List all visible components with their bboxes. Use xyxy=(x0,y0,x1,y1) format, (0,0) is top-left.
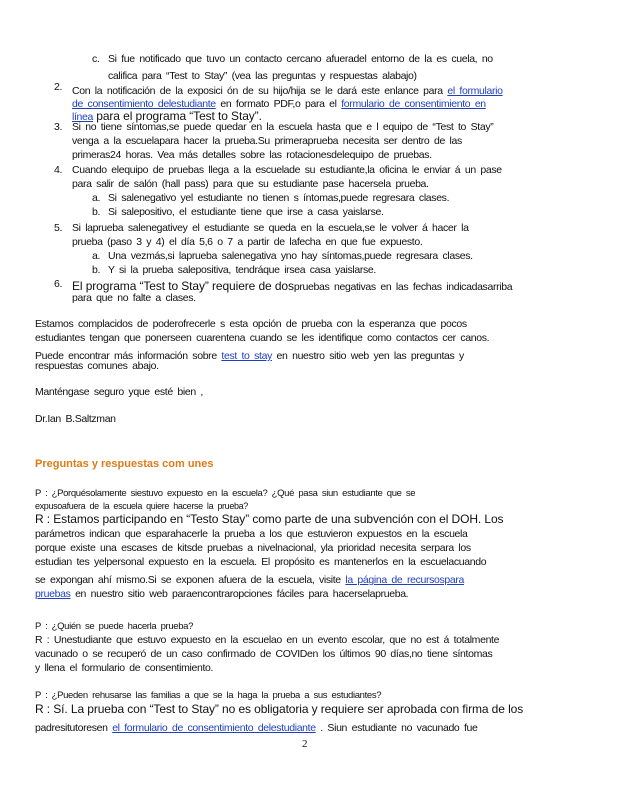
testing-resources-link[interactable]: pruebas xyxy=(35,588,71,600)
faq-question: P : ¿Pueden rehusarse las familias a que se la haga la prueba a sus estudiantes? xyxy=(35,690,382,701)
online-consent-form-link[interactable]: línea xyxy=(72,111,94,123)
list-marker: 6. xyxy=(54,278,63,290)
faq-answer xyxy=(35,584,408,602)
list-item-text: Si fue notificado que tuvo un contacto cercano afueradel entorno de la es cuela, no xyxy=(108,53,493,65)
faq-answer: R : Sí. La prueba con “Test to Stay” no es obligatoria y requiere ser aprobada con firma de los xyxy=(35,702,524,716)
list-item-text: Si salenegativo yel estudiante no tienen s íntomas,puede regresara clases. xyxy=(108,192,450,204)
faq-answer-text: en nuestro sitio web paraencontraropciones fáciles para hacerselaprueba. xyxy=(70,588,409,600)
list-item-text: para salir de salón (hall pass) para que su estudiante pase hacersela prueba. xyxy=(72,178,429,190)
list-marker: b. xyxy=(92,264,101,276)
test-to-stay-link[interactable]: test to stay xyxy=(221,350,272,362)
list-item-text: venga a la escuelapara hacer la prueba.Su primeraprueba necesita ser dentro de las xyxy=(72,135,462,147)
list-item-text-line: Con la notificación de la exposici ón de su hijo/hija se le dará este enlance para xyxy=(72,85,448,97)
list-marker: 2. xyxy=(54,81,63,93)
list-marker: 3. xyxy=(54,121,63,133)
closing-paragraph-line: Estamos complacidos de poderofrecerle s esta opción de prueba con la esperanza que pocos xyxy=(35,318,467,330)
list-item-text-line: califica para “Test to Stay” (vea las preguntas y respuestas alabajo) xyxy=(108,70,417,82)
faq-question: expusoafuera de la escuela quiere hacerse la prueba? xyxy=(35,501,248,511)
faq-answer: y llena el formulario de consentimiento. xyxy=(35,662,214,674)
signature: Dr.Ian B.Saltzman xyxy=(35,413,116,425)
faq-answer: parámetros indican que esparahacerle la prueba a los que estuvieron expuestos en la escuela xyxy=(35,528,468,540)
faq-answer: estudian tes yelpersonal expuesto en la escuela. El propósito es mantenerlos en la escuelacuando xyxy=(35,556,487,568)
student-consent-form-link[interactable]: el formulario de consentimiento delestudiante xyxy=(112,722,316,734)
consent-form-link[interactable]: de consentimiento delestudiante xyxy=(72,98,216,110)
farewell-text: Manténgase seguro yque esté bien , xyxy=(35,386,203,398)
list-marker: 5. xyxy=(54,222,63,234)
list-item-text-line: para el programa “Test to Stay”. xyxy=(93,109,262,123)
list-item-text: para que no falte a clases. xyxy=(72,292,196,304)
list-item-text-line: en formato PDF,o para el xyxy=(215,98,342,110)
consent-form-link[interactable]: el formulario xyxy=(447,85,503,97)
closing-text: en nuestro sitio web yen las preguntas y xyxy=(271,350,464,362)
faq-answer-text: se expongan ahí mismo.Si se exponen afuera de la escuela, visite xyxy=(35,574,346,586)
closing-text: Puede encontrar más información sobre xyxy=(35,350,222,362)
page-number: 2 xyxy=(302,738,308,750)
list-marker: 4. xyxy=(54,164,63,176)
faq-answer xyxy=(35,718,478,736)
faq-answer-text: padresitutoresen xyxy=(35,722,113,734)
faq-answer: porque existe una escases de kitsde pruebas a nivelnacional, yla prioridad necesita serpara los xyxy=(35,542,471,554)
faq-answer-text: . Siun estudiante no vacunado fue xyxy=(315,722,478,734)
list-item-text: Si no tiene síntomas,se puede quedar en la escuela hasta que e l equipo de “Test to Stay” xyxy=(72,121,494,133)
list-item-text: prueba (paso 3 y 4) el día 5,6 o 7 a partir de lafecha en que fue expuesto. xyxy=(72,236,423,248)
online-consent-form-link[interactable]: formulario de consentimiento en xyxy=(341,98,486,110)
closing-paragraph-line: estudiantes tengan que ponerseen cuarentena cuando se les identifique como contactos cer canos. xyxy=(35,332,490,344)
list-item-text: Y si la prueba salepositiva, tendráque irsea casa yaislarse. xyxy=(108,264,376,276)
list-marker: a. xyxy=(92,192,101,204)
testing-resources-link[interactable]: la página de recursospara xyxy=(345,574,465,586)
closing-paragraph-line: respuestas comunes abajo. xyxy=(35,360,159,372)
faq-heading: Preguntas y respuestas com unes xyxy=(35,458,214,470)
list-item-text: Si laprueba salenegativey el estudiante se queda en la escuela,se le volver á hacer la xyxy=(72,222,469,234)
faq-question: P : ¿Porquésolamente siestuvo expuesto en la escuela? ¿Qué pasa siun estudiante que se xyxy=(35,488,416,499)
faq-question: P : ¿Quién se puede hacerla prueba? xyxy=(35,621,194,632)
list-marker: a. xyxy=(92,250,101,262)
faq-answer: R : Estamos participando en “Testo Stay” como parte de una subvención con el DOH. Los xyxy=(35,512,504,526)
list-item-text: Una vezmás,si laprueba salenegativa yno hay síntomas,puede regresara clases. xyxy=(108,250,473,262)
list-item-text-line: El programa “Test to Stay” requiere de dos xyxy=(72,279,294,293)
list-item-text: Si salepositivo, el estudiante tiene que irse a casa yaislarse. xyxy=(108,206,384,218)
list-item-text-line: pruebas negativas en las fechas indicadasarriba xyxy=(293,281,513,293)
list-marker: b. xyxy=(92,206,101,218)
list-item-text: Cuando elequipo de pruebas llega a la escuelade su estudiante,la oficina le enviar á un pase xyxy=(72,164,502,176)
list-marker: c. xyxy=(92,53,100,65)
faq-answer: R : Unestudiante que estuvo expuesto en la escuelao en un evento escolar, que no est á totalmente xyxy=(35,634,500,646)
faq-answer: vacunado o se recuperó de un caso confirmado de COVIDen los últimos 90 días,no tiene síntomas xyxy=(35,648,493,660)
list-item-text: primeras24 horas. Vea más detalles sobre las rotacionesdelequipo de pruebas. xyxy=(72,149,432,161)
